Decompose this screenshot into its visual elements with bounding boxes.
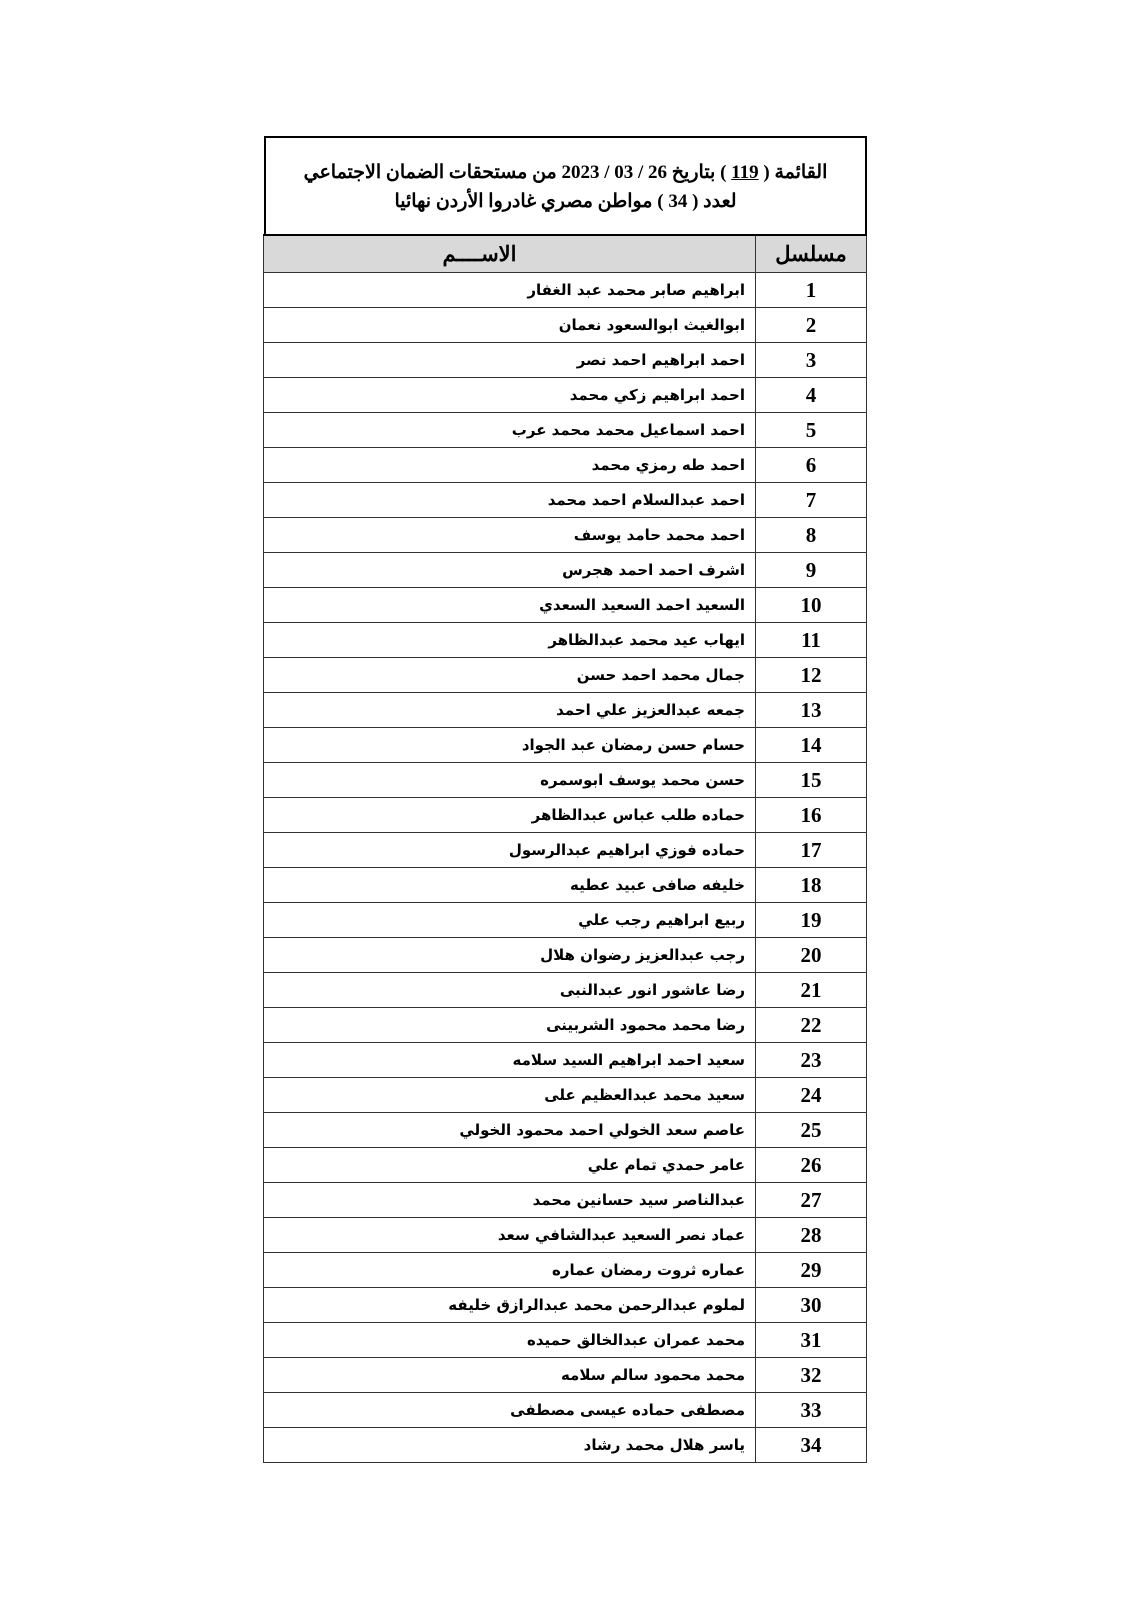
row-name: محمد عمران عبدالخالق حميده xyxy=(264,1323,756,1358)
row-name: ابوالغيث ابوالسعود نعمان xyxy=(264,308,756,343)
table-row xyxy=(264,658,867,693)
table-body xyxy=(264,273,867,1463)
row-serial: 21 xyxy=(756,973,867,1008)
row-name: حماده طلب عباس عبدالظاهر xyxy=(264,798,756,833)
table-row xyxy=(264,763,867,798)
row-name: حسام حسن رمضان عبد الجواد xyxy=(264,728,756,763)
row-name: ايهاب عيد محمد عبدالظاهر xyxy=(264,623,756,658)
table-row xyxy=(264,518,867,553)
table-row xyxy=(264,868,867,903)
row-serial: 15 xyxy=(756,763,867,798)
table-row xyxy=(264,1113,867,1148)
row-serial: 16 xyxy=(756,798,867,833)
row-name: سعيد احمد ابراهيم السيد سلامه xyxy=(264,1043,756,1078)
table-row xyxy=(264,1288,867,1323)
row-serial: 13 xyxy=(756,693,867,728)
header-prefix: القائمة ( xyxy=(763,162,828,183)
row-serial: 23 xyxy=(756,1043,867,1078)
row-name: لملوم عبدالرحمن محمد عبدالرازق خليفه xyxy=(264,1288,756,1323)
citizens-table xyxy=(263,234,867,1463)
row-name: حماده فوزي ابراهيم عبدالرسول xyxy=(264,833,756,868)
row-serial: 10 xyxy=(756,588,867,623)
row-name: رضا عاشور انور عبدالنبى xyxy=(264,973,756,1008)
row-name: خليفه صافى عبيد عطيه xyxy=(264,868,756,903)
table-row xyxy=(264,553,867,588)
row-serial: 33 xyxy=(756,1393,867,1428)
row-serial: 22 xyxy=(756,1008,867,1043)
table-row xyxy=(264,1008,867,1043)
row-name: ياسر هلال محمد رشاد xyxy=(264,1428,756,1463)
row-name: احمد طه رمزي محمد xyxy=(264,448,756,483)
row-name: اشرف احمد احمد هجرس xyxy=(264,553,756,588)
row-serial: 24 xyxy=(756,1078,867,1113)
row-serial: 9 xyxy=(756,553,867,588)
table-row xyxy=(264,273,867,308)
row-serial: 1 xyxy=(756,273,867,308)
row-serial: 18 xyxy=(756,868,867,903)
row-name: حسن محمد يوسف ابوسمره xyxy=(264,763,756,798)
table-row xyxy=(264,1428,867,1463)
row-serial: 30 xyxy=(756,1288,867,1323)
row-name: رضا محمد محمود الشربينى xyxy=(264,1008,756,1043)
serial-column-header: مسلسل xyxy=(756,235,867,273)
table-row xyxy=(264,1323,867,1358)
row-name: احمد عبدالسلام احمد محمد xyxy=(264,483,756,518)
row-name: ربيع ابراهيم رجب علي xyxy=(264,903,756,938)
row-serial: 27 xyxy=(756,1183,867,1218)
table-row xyxy=(264,1218,867,1253)
row-name: احمد اسماعيل محمد محمد عرب xyxy=(264,413,756,448)
header-line-2: لعدد ( 34 ) مواطن مصري غادروا الأردن نهائيا xyxy=(394,191,737,212)
row-name: احمد ابراهيم زكي محمد xyxy=(264,378,756,413)
table-header-row xyxy=(264,235,867,273)
document-sheet xyxy=(264,136,867,1466)
row-serial: 12 xyxy=(756,658,867,693)
row-serial: 32 xyxy=(756,1358,867,1393)
row-name: عاصم سعد الخولي احمد محمود الخولي xyxy=(264,1113,756,1148)
table-row xyxy=(264,413,867,448)
row-name: مصطفى حماده عيسى مصطفى xyxy=(264,1393,756,1428)
table-row xyxy=(264,1043,867,1078)
row-serial: 5 xyxy=(756,413,867,448)
row-name: السعيد احمد السعيد السعدي xyxy=(264,588,756,623)
row-serial: 28 xyxy=(756,1218,867,1253)
table-row xyxy=(264,378,867,413)
table-row xyxy=(264,1358,867,1393)
row-serial: 34 xyxy=(756,1428,867,1463)
table-row xyxy=(264,343,867,378)
row-serial: 2 xyxy=(756,308,867,343)
row-serial: 19 xyxy=(756,903,867,938)
header-line-1 xyxy=(266,158,865,187)
table-row xyxy=(264,1253,867,1288)
row-serial: 29 xyxy=(756,1253,867,1288)
row-serial: 11 xyxy=(756,623,867,658)
row-name: جمال محمد احمد حسن xyxy=(264,658,756,693)
row-serial: 7 xyxy=(756,483,867,518)
table-row xyxy=(264,798,867,833)
table-row xyxy=(264,693,867,728)
row-name: محمد محمود سالم سلامه xyxy=(264,1358,756,1393)
row-serial: 20 xyxy=(756,938,867,973)
row-name: عماد نصر السعيد عبدالشافي سعد xyxy=(264,1218,756,1253)
table-row xyxy=(264,1183,867,1218)
row-serial: 6 xyxy=(756,448,867,483)
table-row xyxy=(264,1148,867,1183)
table-row xyxy=(264,1393,867,1428)
table-row xyxy=(264,833,867,868)
row-name: عامر حمدي تمام علي xyxy=(264,1148,756,1183)
row-serial: 14 xyxy=(756,728,867,763)
table-row xyxy=(264,483,867,518)
table-row xyxy=(264,728,867,763)
row-serial: 3 xyxy=(756,343,867,378)
table-row xyxy=(264,938,867,973)
row-name: سعيد محمد عبدالعظيم على xyxy=(264,1078,756,1113)
table-row xyxy=(264,903,867,938)
row-name: رجب عبدالعزيز رضوان هلال xyxy=(264,938,756,973)
row-name: جمعه عبدالعزيز علي احمد xyxy=(264,693,756,728)
table-row xyxy=(264,448,867,483)
row-name: عبدالناصر سيد حسانين محمد xyxy=(264,1183,756,1218)
row-serial: 26 xyxy=(756,1148,867,1183)
row-name: ابراهيم صابر محمد عبد الغفار xyxy=(264,273,756,308)
table-row xyxy=(264,308,867,343)
table-row xyxy=(264,623,867,658)
header-suffix: ) بتاريخ 26 / 03 / 2023 من مستحقات الضمان الاجتماعي xyxy=(303,162,727,183)
table-row xyxy=(264,588,867,623)
row-serial: 17 xyxy=(756,833,867,868)
row-serial: 25 xyxy=(756,1113,867,1148)
list-number: 119 xyxy=(731,162,759,183)
list-header xyxy=(264,136,867,234)
table-row xyxy=(264,1078,867,1113)
name-column-header: الاســــم xyxy=(264,235,756,273)
table-row xyxy=(264,973,867,1008)
row-name: عماره ثروت رمضان عماره xyxy=(264,1253,756,1288)
row-serial: 4 xyxy=(756,378,867,413)
row-serial: 31 xyxy=(756,1323,867,1358)
row-serial: 8 xyxy=(756,518,867,553)
row-name: احمد محمد حامد يوسف xyxy=(264,518,756,553)
row-name: احمد ابراهيم احمد نصر xyxy=(264,343,756,378)
